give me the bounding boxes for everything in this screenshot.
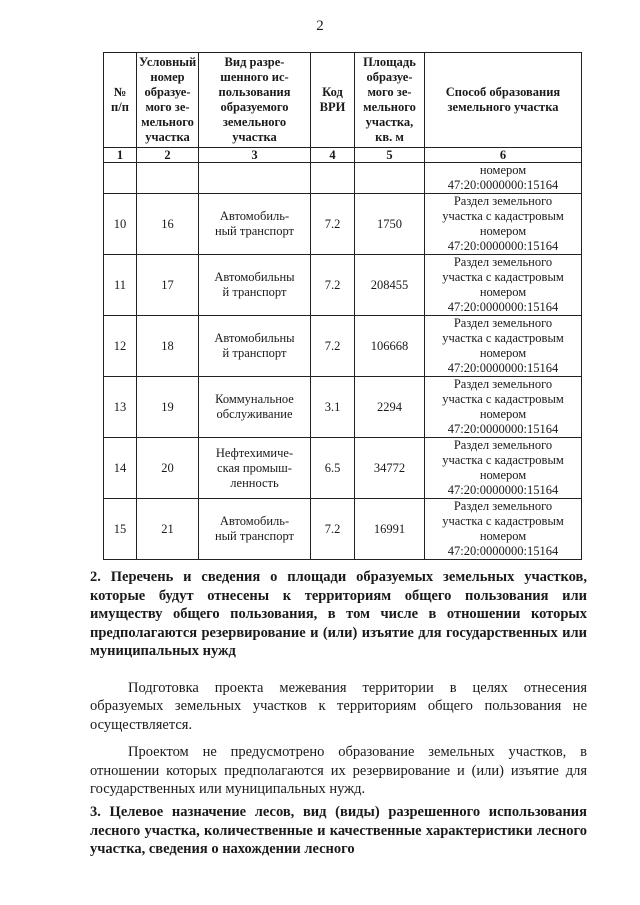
formation-method-cell: Раздел земельного участка с кадастровым номером 47:20:0000000:15164 [425, 499, 582, 560]
row-number-cell: 12 [104, 316, 137, 377]
plot-id-cell: 21 [137, 499, 199, 560]
paragraph: Проектом не предусмотрено образование земельных участков, в отношении которых предполагаются их резервирование и (или) изъятие для государственных или муниципальных нужд. [90, 744, 587, 797]
column-number: 2 [137, 148, 199, 163]
formation-method-cell: Раздел земельного участка с кадастровым номером 47:20:0000000:15164 [425, 255, 582, 316]
paragraph: Подготовка проекта межевания территории в целях отнесения образуемых земельных участков к территориям общего пользования не осуществляется. [90, 679, 587, 733]
table-row [104, 194, 582, 255]
header-cell: Площадь образуе- мого зе- мельного участка, кв. м [355, 53, 425, 148]
continuation-row [104, 163, 582, 194]
table-header-row [104, 53, 582, 148]
table-row [104, 438, 582, 499]
column-number: 1 [104, 148, 137, 163]
permitted-use-cell: Автомобиль- ный транспорт [199, 499, 311, 560]
table-cell: номером 47:20:0000000:15164 [425, 163, 582, 194]
permitted-use-cell: Автомобильны й транспорт [199, 316, 311, 377]
vri-code-cell: 7.2 [311, 194, 355, 255]
formation-method-cell: Раздел земельного участка с кадастровым номером 47:20:0000000:15164 [425, 194, 582, 255]
row-number-cell: 15 [104, 499, 137, 560]
table-row [104, 499, 582, 560]
area-cell: 208455 [355, 255, 425, 316]
table-cell [311, 163, 355, 194]
vri-code-cell: 7.2 [311, 499, 355, 560]
section-2 [90, 568, 587, 799]
permitted-use-cell: Автомобиль- ный транспорт [199, 194, 311, 255]
plot-id-cell: 18 [137, 316, 199, 377]
header-cell: Способ образования земельного участка [425, 53, 582, 148]
column-number-row [104, 148, 582, 163]
vri-code-cell: 7.2 [311, 255, 355, 316]
table-cell [355, 163, 425, 194]
table-row [104, 377, 582, 438]
table-cell [137, 163, 199, 194]
land-plots-table [103, 52, 582, 560]
column-number: 3 [199, 148, 311, 163]
plot-id-cell: 20 [137, 438, 199, 499]
formation-method-cell: Раздел земельного участка с кадастровым номером 47:20:0000000:15164 [425, 438, 582, 499]
plot-id-cell: 19 [137, 377, 199, 438]
vri-code-cell: 7.2 [311, 316, 355, 377]
vri-code-cell: 3.1 [311, 377, 355, 438]
table-row [104, 316, 582, 377]
header-cell: Вид разре- шенного ис- пользования образуемого земельного участка [199, 53, 311, 148]
formation-method-cell: Раздел земельного участка с кадастровым номером 47:20:0000000:15164 [425, 377, 582, 438]
area-cell: 1750 [355, 194, 425, 255]
area-cell: 2294 [355, 377, 425, 438]
permitted-use-cell: Автомобильны й транспорт [199, 255, 311, 316]
plot-id-cell: 17 [137, 255, 199, 316]
permitted-use-cell: Нефтехимиче- ская промыш- ленность [199, 438, 311, 499]
area-cell: 106668 [355, 316, 425, 377]
row-number-cell: 14 [104, 438, 137, 499]
area-cell: 16991 [355, 499, 425, 560]
table-cell [104, 163, 137, 194]
plot-id-cell: 16 [137, 194, 199, 255]
permitted-use-cell: Коммунальное обслуживание [199, 377, 311, 438]
section-3-heading: 3. Целевое назначение лесов, вид (виды) разрешенного использования лесного участка, количественные и качественные характеристики лесного участка, сведения о нахождении лесного [90, 804, 587, 857]
row-number-cell: 10 [104, 194, 137, 255]
header-cell: Код ВРИ [311, 53, 355, 148]
column-number: 4 [311, 148, 355, 163]
table-row [104, 255, 582, 316]
row-number-cell: 13 [104, 377, 137, 438]
vri-code-cell: 6.5 [311, 438, 355, 499]
table-cell [199, 163, 311, 194]
section-2-heading: 2. Перечень и сведения о площади образуемых земельных участков, которые будут отнесены к территориям общего пользования или имуществу общего пользования, в том числе в отношении которых предполагаются резервирование и (или) изъятие для государственных или муниципальных нужд [90, 569, 587, 659]
header-cell: Условный номер образуе- мого зе- мельного участка [137, 53, 199, 148]
header-cell: № п/п [104, 53, 137, 148]
formation-method-cell: Раздел земельного участка с кадастровым номером 47:20:0000000:15164 [425, 316, 582, 377]
section-3 [90, 803, 587, 859]
column-number: 6 [425, 148, 582, 163]
page-number: 2 [316, 18, 324, 34]
row-number-cell: 11 [104, 255, 137, 316]
area-cell: 34772 [355, 438, 425, 499]
column-number: 5 [355, 148, 425, 163]
